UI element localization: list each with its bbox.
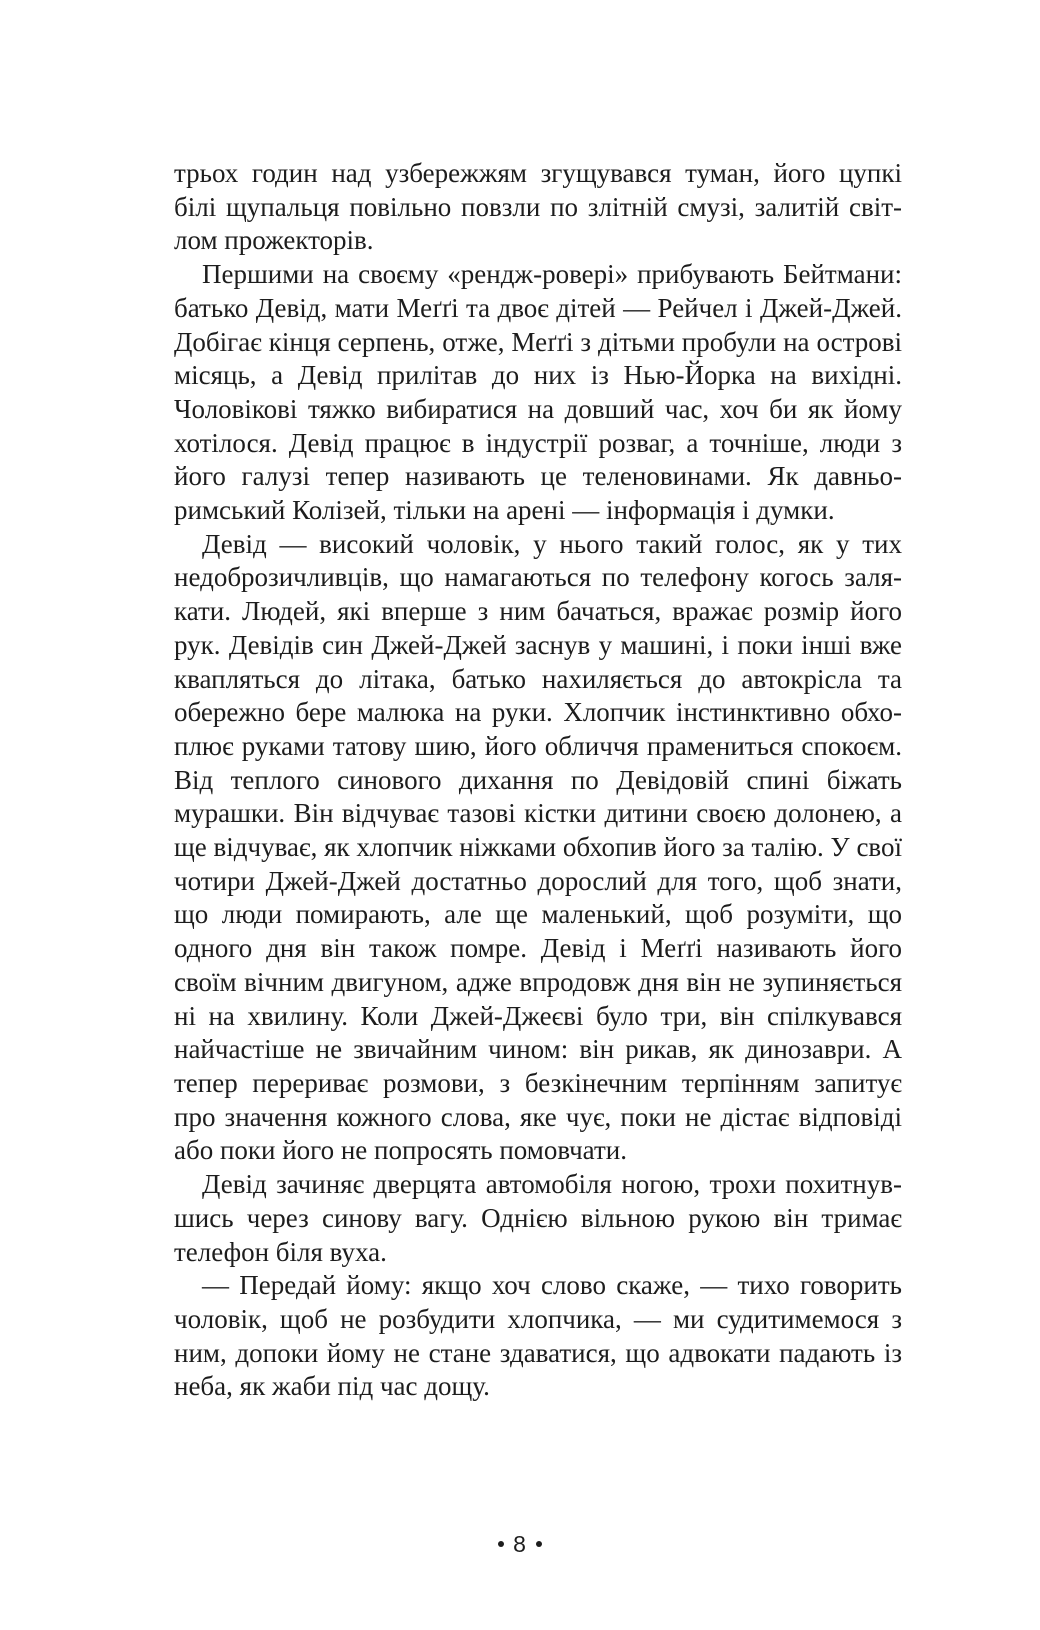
- paragraph-5: — Передай йому: якщо хоч слово скаже, — тихо говорить чоловік, щоб не розбудити хлопчика, — ми судитимемося з ним, допоки йому не стане здаватися, що адвокати падають із неба, як жаби під час дощу.: [174, 1270, 902, 1402]
- paragraph-1: трьох годин над узбережжям згущувався туман, його цупкі білі щупальця повільно повзли по злітній смузі, залитій світлом прожекторів.: [174, 158, 902, 256]
- left-bullet-icon: [498, 1541, 504, 1547]
- paragraph-2: Першими на своєму «рендж-ровері» прибувають Бейтмани: батько Девід, мати Меґґі та двоє дітей — Рейчел і Джей-Джей. Добігає кінця серпень, отже, Меґґі з дітьми пробули на острові місяць, а Девід прилітав до них із Нью-Йорка на вихідні. Чоловікові тяжко вибиратися на довший час, хоч би як йому хотілося. Девід працює в індустрії розваг, а точніше, люди з його галузі тепер називають це теленовинами. Як давньоримський Колізей, тільки на арені — інформація і думки.: [174, 259, 902, 526]
- right-bullet-icon: [536, 1541, 542, 1547]
- page-number: 8: [513, 1531, 527, 1557]
- paragraph-4: Девід зачиняє дверцята автомобіля ногою, трохи похитнувшись через синову вагу. Однією вільною рукою він тримає телефон біля вуха.: [174, 1169, 902, 1267]
- body-text: [174, 157, 902, 1404]
- page-number-footer: [0, 1531, 1040, 1558]
- paragraph-3: Девід — високий чоловік, у нього такий голос, як у тих недоброзичливців, що намагаються по телефону когось залякати. Людей, які вперше з ним бачаться, вражає розмір його рук. Девідів син Джей-Джей заснув у машині, і поки інші вже квапляться до літака, батько нахиляється до автокрісла та обережно бере малюка на руки. Хлопчик інстинктивно обхоплює руками татову шию, його обличчя прамениться спокоєм. Від теплого синового дихання по Девідовій спині біжать мурашки. Він відчуває тазові кістки дитини своєю долонею, а ще відчуває, як хлопчик ніжками обхопив його за талію. У свої чотири Джей-Джей достатньо дорослий для того, щоб знати, що люди помирають, але ще маленький, щоб розуміти, що одного дня він також помре. Девід і Меґґі називають його своїм вічним двигуном, адже впродовж дня він не зупиняється ні на хвилину. Коли Джей-Джеєві було три, він спілкувався найчастіше не звичайним чином: він рикав, як динозаври. А тепер перериває розмови, з безкінечним терпінням запитує про значення кожного слова, яке чує, поки не дістає відповіді або поки його не попросять помовчати.: [174, 528, 902, 1166]
